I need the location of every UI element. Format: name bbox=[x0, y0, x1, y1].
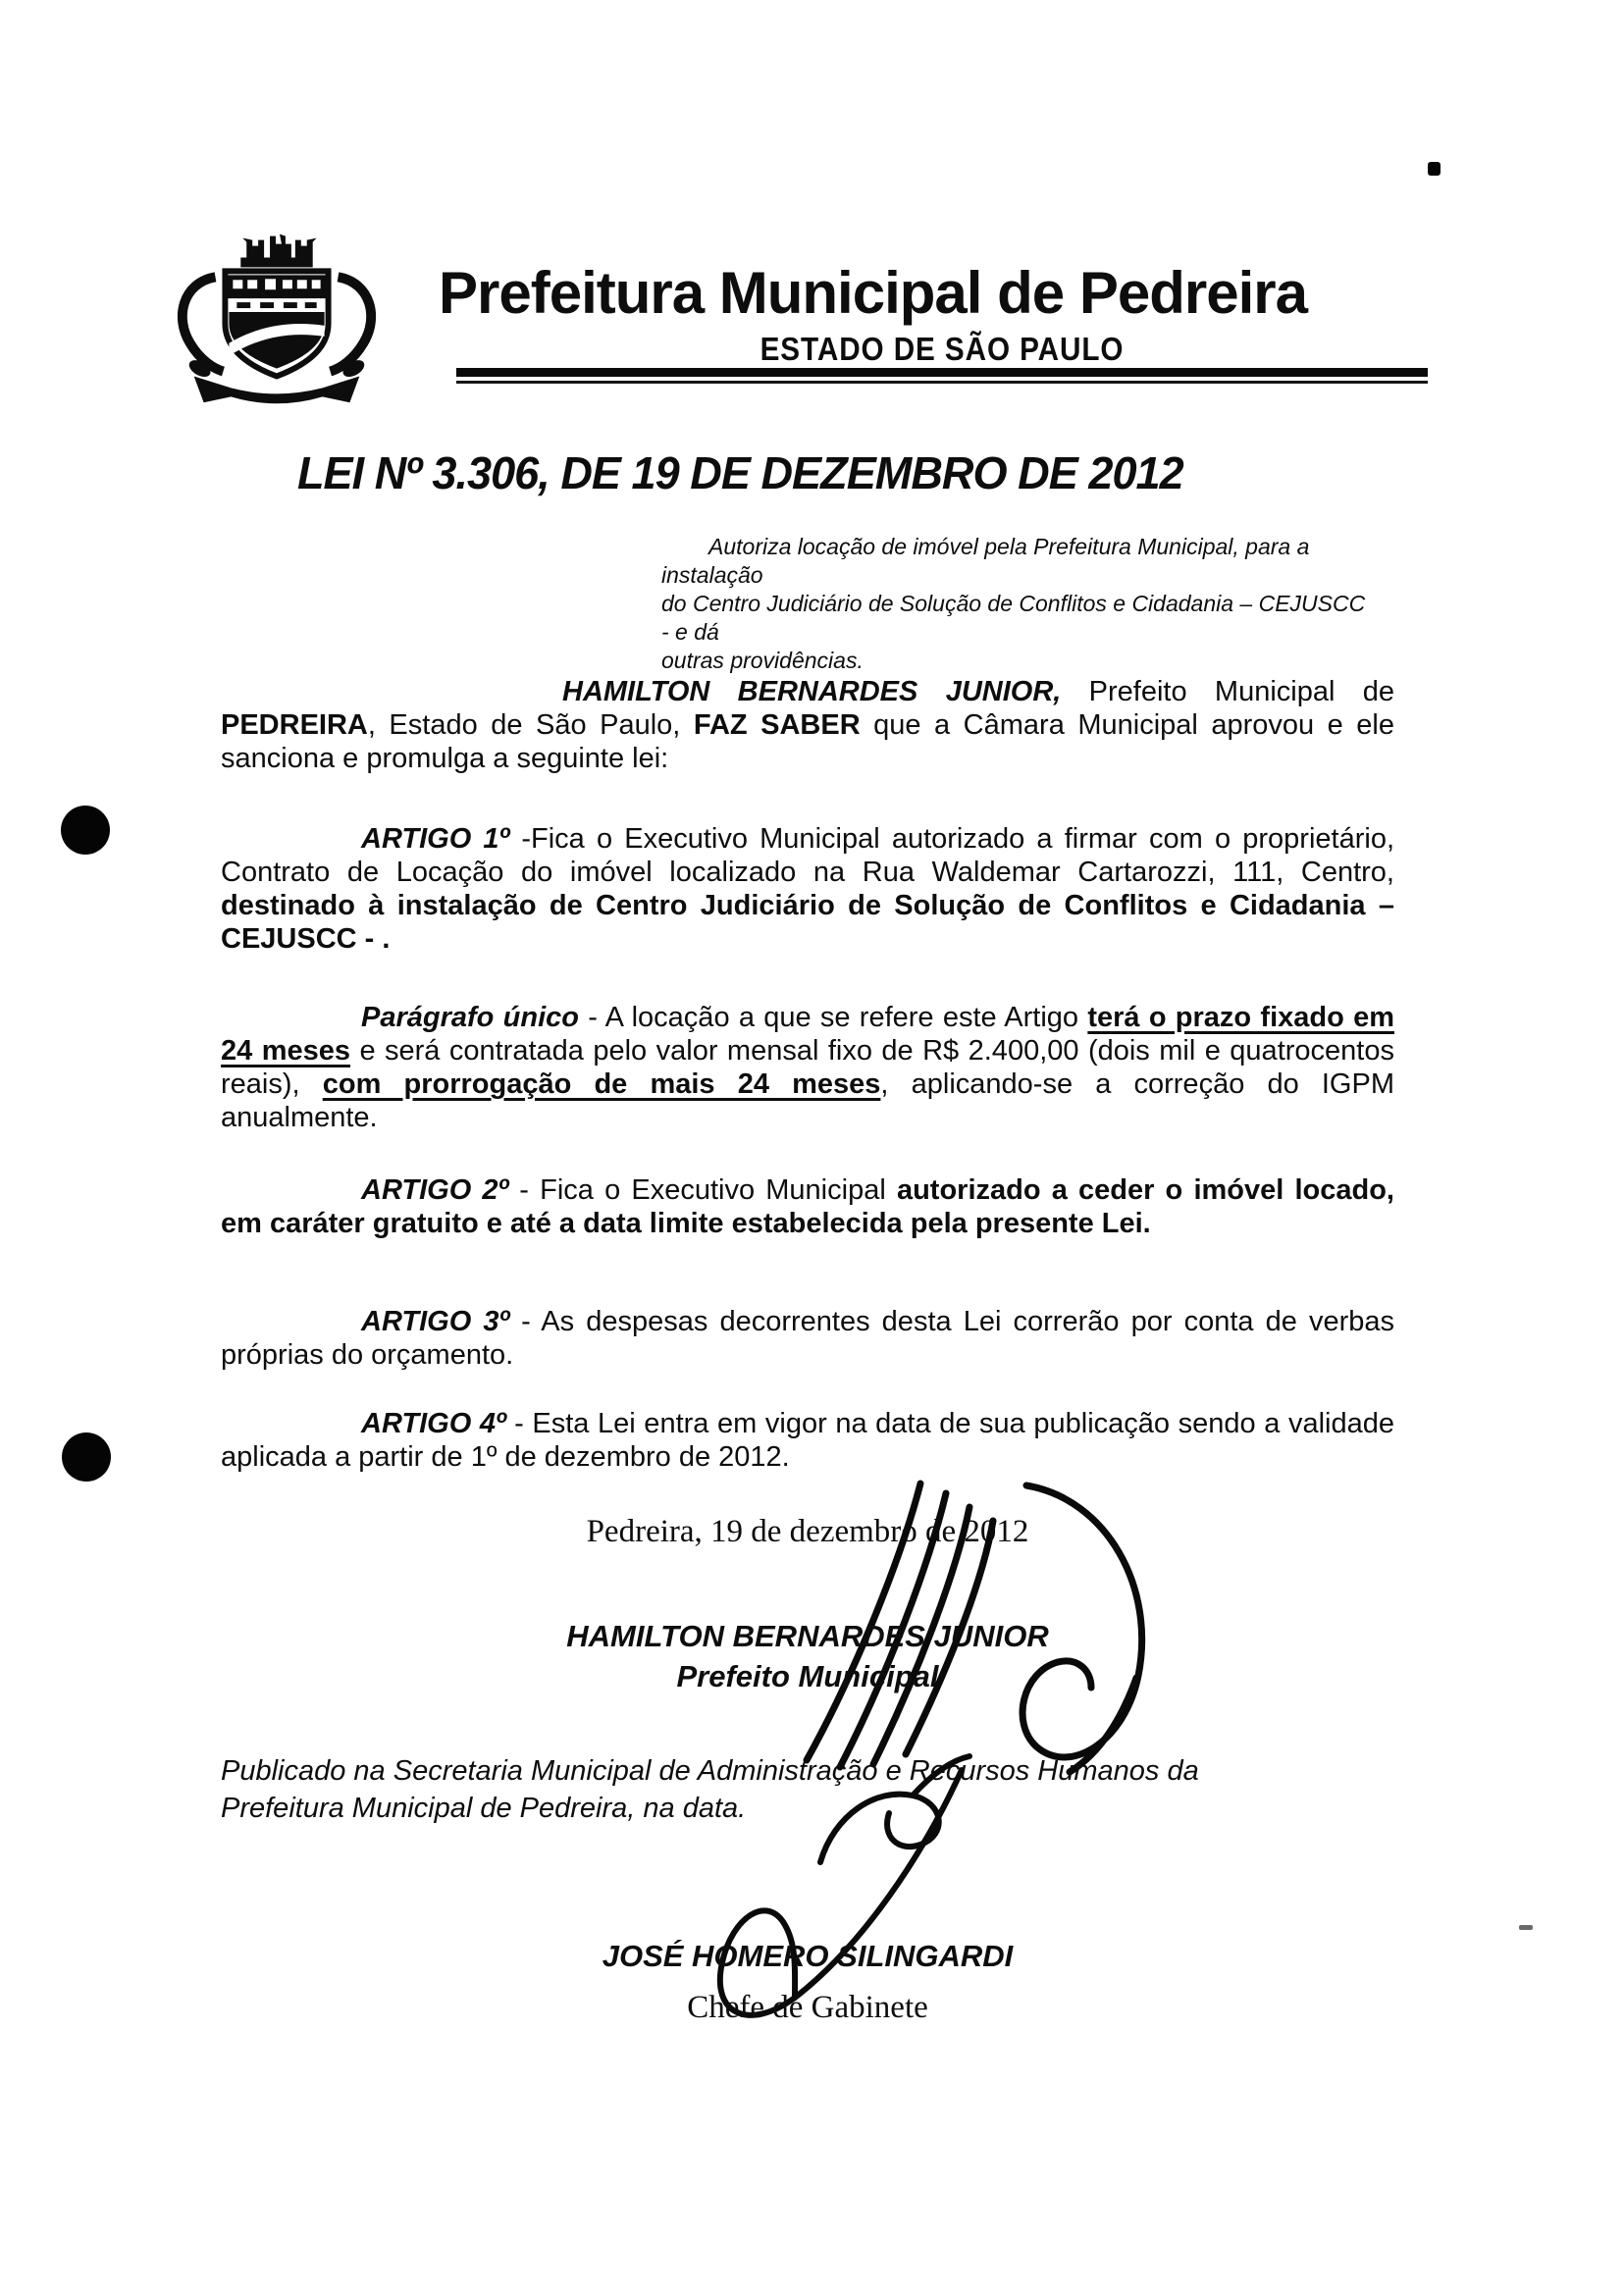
text-segment: terá o prazo fixado em 24 meses bbox=[221, 1002, 1394, 1067]
paragraph-artigo-2 bbox=[221, 1173, 1394, 1240]
scan-mark-right-margin bbox=[1519, 1925, 1533, 1930]
law-summary-line: do Centro Judiciário de Solução de Conflitos e Cidadania – CEJUSCC - e dá bbox=[661, 591, 1366, 645]
text-segment: e será contratada pelo valor mensal fixo de R$ 2.400,00 (dois mil e quatrocentos reais), bbox=[221, 1035, 1394, 1100]
state-subtitle-text: ESTADO DE SÃO PAULO bbox=[760, 331, 1125, 367]
text-segment: ARTIGO 4º bbox=[361, 1408, 506, 1439]
text-segment: HAMILTON BERNARDES JUNIOR, bbox=[562, 676, 1062, 707]
scan-speck-top-right bbox=[1428, 162, 1441, 176]
paragraph-preamble bbox=[221, 675, 1394, 775]
text-segment: , Estado de São Paulo, bbox=[367, 709, 694, 741]
text-segment: com prorrogação de mais 24 meses bbox=[322, 1068, 881, 1100]
dateline: Pedreira, 19 de dezembro de 2012 bbox=[586, 1514, 1029, 1549]
hole-punch-bottom bbox=[62, 1432, 111, 1482]
header-rule-thin bbox=[456, 381, 1428, 384]
coat-of-arms-icon bbox=[155, 222, 398, 410]
text-segment: - As despesas decorrentes desta Lei correrão por conta de verbas próprias do orçamento. bbox=[221, 1306, 1394, 1371]
text-segment: - A locação a que se refere este Artigo bbox=[579, 1002, 1088, 1033]
mayor-role: Prefeito Municipal bbox=[676, 1659, 939, 1693]
municipality-title: Prefeitura Municipal de Pedreira bbox=[439, 260, 1307, 326]
text-segment: -Fica o Executivo Municipal autorizado a firmar com o proprietário, Contrato de Locação do imóvel localizado na Rua Waldemar Cartarozzi, 111, Centro, bbox=[221, 823, 1395, 888]
chief-name: JOSÉ HOMERO SILINGARDI bbox=[602, 1939, 1014, 1973]
text-segment: Parágrafo único bbox=[361, 1002, 579, 1033]
hole-punch-top bbox=[61, 806, 110, 855]
publication-note-line: Prefeitura Municipal de Pedreira, na data. bbox=[221, 1793, 747, 1824]
chief-role: Chefe de Gabinete bbox=[687, 1990, 928, 2025]
text-segment: destinado à instalação de Centro Judiciário de Solução de Conflitos e Cidadania – CEJUSCC - . bbox=[221, 890, 1394, 955]
mayor-name: HAMILTON BERNARDES JUNIOR bbox=[566, 1619, 1049, 1653]
text-segment: Prefeito Municipal de bbox=[1061, 676, 1395, 707]
law-summary-line: outras providências. bbox=[661, 648, 864, 673]
header-rule-thick bbox=[456, 368, 1428, 377]
text-segment: - Esta Lei entra em vigor na data de sua publicação sendo a validade aplicada a partir de 1º de dezembro de 2012. bbox=[221, 1408, 1394, 1473]
text-segment: que a Câmara Municipal aprovou e ele sanciona e promulga a seguinte lei: bbox=[221, 709, 1394, 774]
text-segment: ARTIGO 3º bbox=[361, 1306, 510, 1337]
text-segment: PEDREIRA bbox=[221, 709, 368, 741]
paragraph-artigo-4 bbox=[221, 1407, 1394, 1474]
text-segment: ARTIGO 2º bbox=[361, 1174, 509, 1206]
paragraph-artigo-3 bbox=[221, 1305, 1394, 1372]
text-segment: , aplicando-se a correção do IGPM anualmente. bbox=[221, 1068, 1394, 1133]
law-summary-line: Autoriza locação de imóvel pela Prefeitura Municipal, para a instalação bbox=[661, 534, 1310, 588]
text-segment: - Fica o Executivo Municipal bbox=[508, 1174, 897, 1206]
text-segment: ARTIGO 1º bbox=[361, 823, 510, 855]
text-segment: autorizado a ceder o imóvel locado, em caráter gratuito e até a data limite estabelecida pela presente Lei. bbox=[221, 1174, 1394, 1239]
publication-note-line: Publicado na Secretaria Municipal de Administração e Recursos Humanos da bbox=[221, 1755, 1199, 1787]
text-segment: FAZ SABER bbox=[693, 709, 861, 741]
law-summary bbox=[661, 533, 1368, 675]
paragraph-paragrafo-unico bbox=[221, 1001, 1394, 1134]
state-subtitle bbox=[456, 331, 1428, 368]
law-title: LEI Nº 3.306, DE 19 DE DEZEMBRO DE 2012 bbox=[297, 447, 1183, 498]
paragraph-artigo-1 bbox=[221, 822, 1394, 956]
